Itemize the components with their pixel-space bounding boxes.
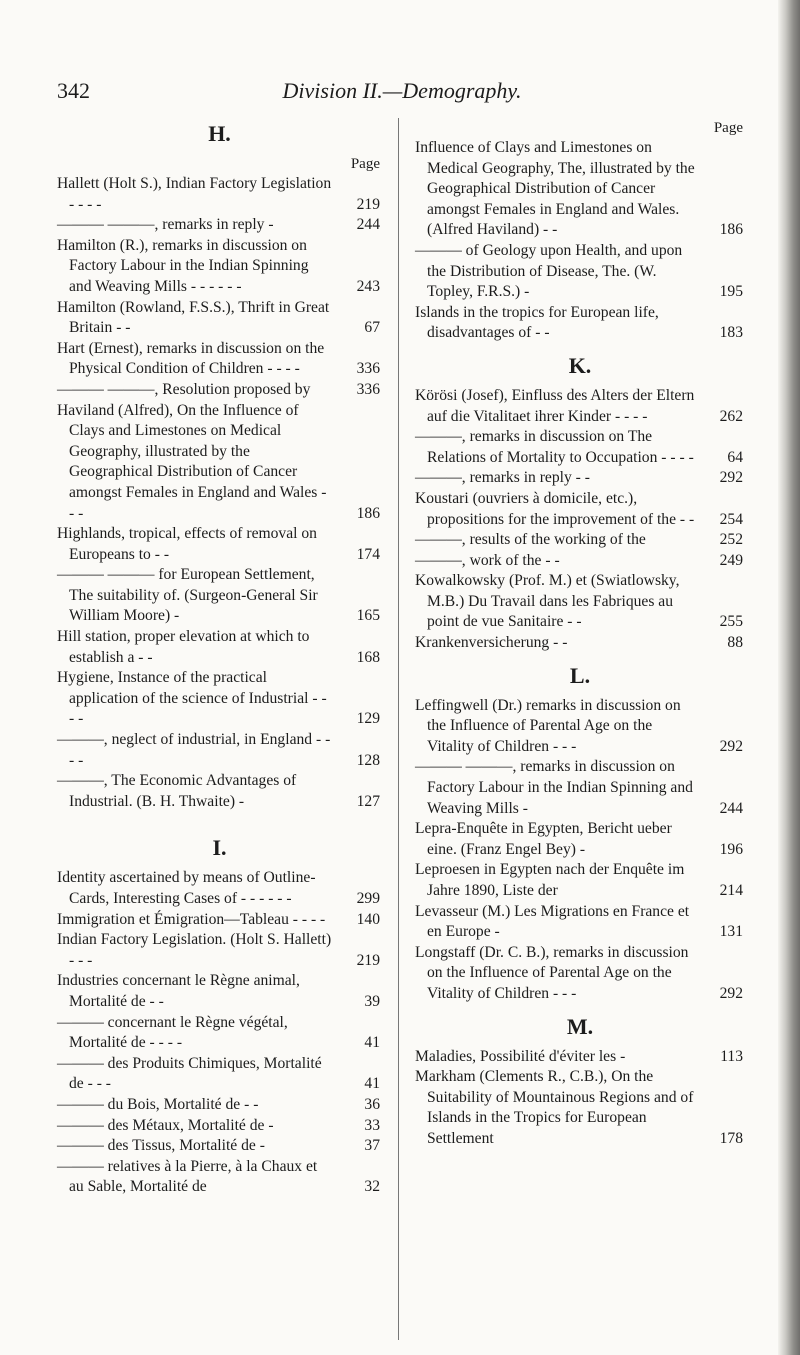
section-letter-i: I. bbox=[212, 835, 227, 861]
index-entry bbox=[415, 551, 745, 572]
entry-page: 174 bbox=[356, 545, 380, 563]
entry-page: 292 bbox=[719, 469, 743, 487]
entry-page: 168 bbox=[356, 648, 380, 666]
index-entry bbox=[57, 627, 382, 668]
entry-page: 128 bbox=[356, 751, 380, 769]
index-entry bbox=[415, 303, 745, 344]
entry-page: 299 bbox=[356, 890, 380, 907]
entry-page: 39 bbox=[364, 992, 380, 1010]
index-entry bbox=[57, 298, 382, 339]
entry-text: Hart (Ernest), remarks in discussion on the Physical Condition of Children - - - - bbox=[57, 339, 325, 378]
section-letter-m: M. bbox=[566, 1013, 594, 1039]
entry-text: ——— des Tissus, Mortalité de - bbox=[57, 1137, 265, 1155]
entry-text: ———, results of the working of the bbox=[415, 531, 646, 549]
entry-page: 249 bbox=[719, 551, 743, 569]
entry-page: 186 bbox=[719, 221, 743, 239]
entry-page: 41 bbox=[364, 1034, 380, 1052]
entry-text: Identity ascertained by means of Outline-Cards, Interesting Cases of - - - - - - bbox=[57, 869, 316, 907]
index-entry bbox=[415, 819, 745, 860]
index-entry bbox=[57, 910, 382, 931]
entry-page: 64 bbox=[727, 448, 743, 466]
entry-page: 88 bbox=[727, 634, 743, 652]
index-entry bbox=[415, 386, 745, 427]
entry-text: Levasseur (M.) Les Migrations en France et en Europe - bbox=[415, 902, 690, 941]
index-entry bbox=[57, 1095, 382, 1116]
entry-page: 131 bbox=[719, 923, 743, 941]
entry-page: 165 bbox=[356, 607, 380, 625]
entry-text: Leproesen in Egypten nach der Enquête im Jahre 1890, Liste der bbox=[415, 861, 685, 899]
index-entry bbox=[415, 571, 745, 633]
entry-page: 186 bbox=[356, 504, 380, 522]
entry-text: ———, remarks in discussion on The Relations of Mortality to Occupation - - - - bbox=[415, 428, 694, 466]
page-edge-shadow bbox=[778, 0, 800, 1355]
entry-page: 292 bbox=[719, 984, 743, 1002]
index-entry bbox=[415, 530, 745, 551]
page-column-label: Page bbox=[713, 120, 743, 136]
entry-text: Körösi (Josef), Einfluss des Alters der Eltern auf die Vitalitaet ihrer Kinder - - - - bbox=[415, 386, 695, 425]
entry-text: ———, work of the - - bbox=[415, 551, 560, 569]
entry-text: Hill station, proper elevation at which to establish a - - bbox=[57, 628, 310, 666]
entry-page: 214 bbox=[719, 882, 743, 899]
left-column bbox=[57, 118, 382, 1198]
index-entry bbox=[415, 138, 745, 241]
entry-text: ——— ——— for European Settlement, The suitability of. (Surgeon-General Sir William Moore) - bbox=[57, 566, 318, 625]
index-entry bbox=[57, 1116, 382, 1137]
index-entry bbox=[415, 943, 745, 1005]
entry-text: Highlands, tropical, effects of removal on Europeans to - - bbox=[57, 525, 317, 563]
entry-text: Longstaff (Dr. C. B.), remarks in discussion on the Influence of Parental Age on the Vitality of Children - - - bbox=[415, 943, 689, 1002]
entry-text: ———, neglect of industrial, in England - - - - bbox=[57, 731, 331, 769]
entry-text: Indian Factory Legislation. (Holt S. Hallett) - - - bbox=[57, 931, 332, 969]
entry-page: 41 bbox=[364, 1075, 380, 1093]
index-entry bbox=[57, 1054, 382, 1095]
entry-page: 244 bbox=[356, 216, 380, 234]
entry-page: 32 bbox=[364, 1178, 380, 1196]
index-entry bbox=[57, 174, 382, 215]
section-letter-h: H. bbox=[208, 121, 231, 146]
entry-text: Kowalkowsky (Prof. M.) et (Swiatlowsky, M.B.) Du Travail dans les Fabriques au point de vue Sanitaire - - bbox=[415, 572, 680, 631]
entry-text: Immigration et Émigration—Tableau - - - - bbox=[57, 910, 326, 928]
index-entry bbox=[415, 757, 745, 819]
index-entry bbox=[57, 565, 382, 627]
entry-page: 219 bbox=[356, 951, 380, 969]
entry-text: ——— des Métaux, Mortalité de - bbox=[57, 1116, 274, 1134]
index-entry bbox=[57, 1157, 382, 1198]
entry-page: 262 bbox=[719, 407, 743, 425]
index-entry bbox=[415, 902, 745, 943]
entry-text: Haviland (Alfred), On the Influence of Clays and Limestones on Medical Geography, illustrated by the Geographical Distribution of Cancer amongst Females in England and Wales - - - bbox=[57, 401, 327, 522]
entry-text: Industries concernant le Règne animal, Mortalité de - - bbox=[57, 972, 300, 1010]
entry-text: Lepra-Enquête in Egypten, Bericht ueber eine. (Franz Engel Bey) - bbox=[415, 820, 672, 858]
index-entry bbox=[415, 860, 745, 901]
column-divider bbox=[398, 118, 399, 1340]
index-entry bbox=[57, 1013, 382, 1054]
entry-text: ——— of Geology upon Health, and upon the Distribution of Disease, The. (W. Topley, F.R.S.) - bbox=[415, 241, 683, 301]
entry-page: 254 bbox=[719, 510, 743, 528]
entry-text: Hygiene, Instance of the practical application of the science of Industrial - - - - bbox=[57, 669, 327, 728]
index-entry bbox=[57, 339, 382, 380]
entry-page: 336 bbox=[356, 380, 380, 398]
index-entry bbox=[57, 971, 382, 1012]
index-entry bbox=[57, 668, 382, 730]
entry-page: 178 bbox=[719, 1129, 743, 1147]
index-entry bbox=[415, 489, 745, 530]
entry-text: Islands in the tropics for European life, disadvantages of - - bbox=[415, 303, 659, 342]
entry-text: ——— ———, Resolution proposed by bbox=[57, 380, 311, 398]
index-entry bbox=[57, 1136, 382, 1157]
index-entry bbox=[57, 401, 382, 525]
entry-text: Krankenversicherung - - bbox=[415, 634, 568, 652]
entry-page: 252 bbox=[719, 531, 743, 549]
entry-text: ——— ———, remarks in reply - bbox=[57, 216, 274, 234]
entry-page: 127 bbox=[356, 792, 380, 810]
entry-text: ———, The Economic Advantages of Industrial. (B. H. Thwaite) - bbox=[57, 772, 297, 810]
index-entry bbox=[415, 1047, 745, 1068]
entry-text: Maladies, Possibilité d'éviter les - bbox=[415, 1047, 626, 1065]
entry-page: 219 bbox=[356, 195, 380, 213]
page-header bbox=[57, 78, 747, 108]
index-entry bbox=[57, 215, 382, 236]
section-letter-l: L. bbox=[569, 662, 591, 688]
index-entry bbox=[57, 868, 382, 909]
entry-page: 183 bbox=[719, 324, 743, 342]
page-number: 342 bbox=[57, 78, 90, 103]
entry-text: ——— du Bois, Mortalité de - - bbox=[57, 1095, 259, 1113]
section-letter-k: K. bbox=[568, 352, 592, 378]
entry-page: 195 bbox=[719, 283, 743, 301]
entry-page: 196 bbox=[719, 840, 743, 858]
entry-text: ——— concernant le Règne végétal, Mortalité de - - - - bbox=[57, 1013, 288, 1052]
index-entry bbox=[57, 930, 382, 971]
index-entry bbox=[57, 524, 382, 565]
running-title: Division II.—Demography. bbox=[282, 78, 522, 103]
entry-page: 244 bbox=[719, 799, 743, 817]
index-entry bbox=[415, 427, 745, 468]
index-entry bbox=[415, 633, 745, 654]
entry-text: Hallett (Holt S.), Indian Factory Legislation - - - - bbox=[57, 175, 332, 213]
entry-text: Leffingwell (Dr.) remarks in discussion on the Influence of Parental Age on the Vitality of Children - - - bbox=[415, 696, 681, 755]
entry-page: 33 bbox=[364, 1116, 380, 1134]
entry-text: Influence of Clays and Limestones on Medical Geography, The, illustrated by the Geographical Distribution of Cancer amongst Females in England and Wales. (Alfred Haviland) - - bbox=[415, 139, 695, 239]
page-column-label: Page bbox=[350, 156, 380, 172]
entry-page: 129 bbox=[356, 710, 380, 728]
index-entry bbox=[415, 241, 745, 303]
entry-text: Hamilton (Rowland, F.S.S.), Thrift in Great Britain - - bbox=[57, 298, 330, 337]
index-entry bbox=[57, 771, 382, 812]
index-entry bbox=[415, 468, 745, 489]
entry-page: 36 bbox=[364, 1095, 380, 1113]
right-column bbox=[415, 118, 745, 1150]
entry-page: 243 bbox=[356, 277, 380, 295]
entry-page: 67 bbox=[364, 319, 380, 337]
entry-page: 113 bbox=[720, 1047, 743, 1065]
index-entry bbox=[415, 696, 745, 758]
entry-text: Koustari (ouvriers à domicile, etc.), propositions for the improvement of the - - bbox=[415, 489, 695, 528]
index-entry bbox=[57, 236, 382, 298]
entry-text: Hamilton (R.), remarks in discussion on Factory Labour in the Indian Spinning and Weaving Mills - - - - - - bbox=[57, 236, 309, 295]
entry-text: Markham (Clements R., C.B.), On the Suitability of Mountainous Regions and of Islands in the Tropics for European Settlement bbox=[415, 1068, 694, 1147]
entry-text: ——— ———, remarks in discussion on Factory Labour in the Indian Spinning and Weaving Mills - bbox=[415, 758, 693, 817]
entry-page: 140 bbox=[356, 910, 380, 928]
entry-text: ———, remarks in reply - - bbox=[415, 469, 590, 487]
index-entry bbox=[415, 1067, 745, 1149]
entry-page: 292 bbox=[719, 737, 743, 755]
entry-page: 336 bbox=[356, 360, 380, 378]
index-entry bbox=[57, 380, 382, 401]
entry-text: ——— relatives à la Pierre, à la Chaux et au Sable, Mortalité de bbox=[57, 1157, 318, 1196]
entry-page: 255 bbox=[719, 613, 743, 631]
entry-text: ——— des Produits Chimiques, Mortalité de - - - bbox=[57, 1054, 322, 1093]
index-entry bbox=[57, 730, 382, 771]
entry-page: 37 bbox=[364, 1137, 380, 1155]
